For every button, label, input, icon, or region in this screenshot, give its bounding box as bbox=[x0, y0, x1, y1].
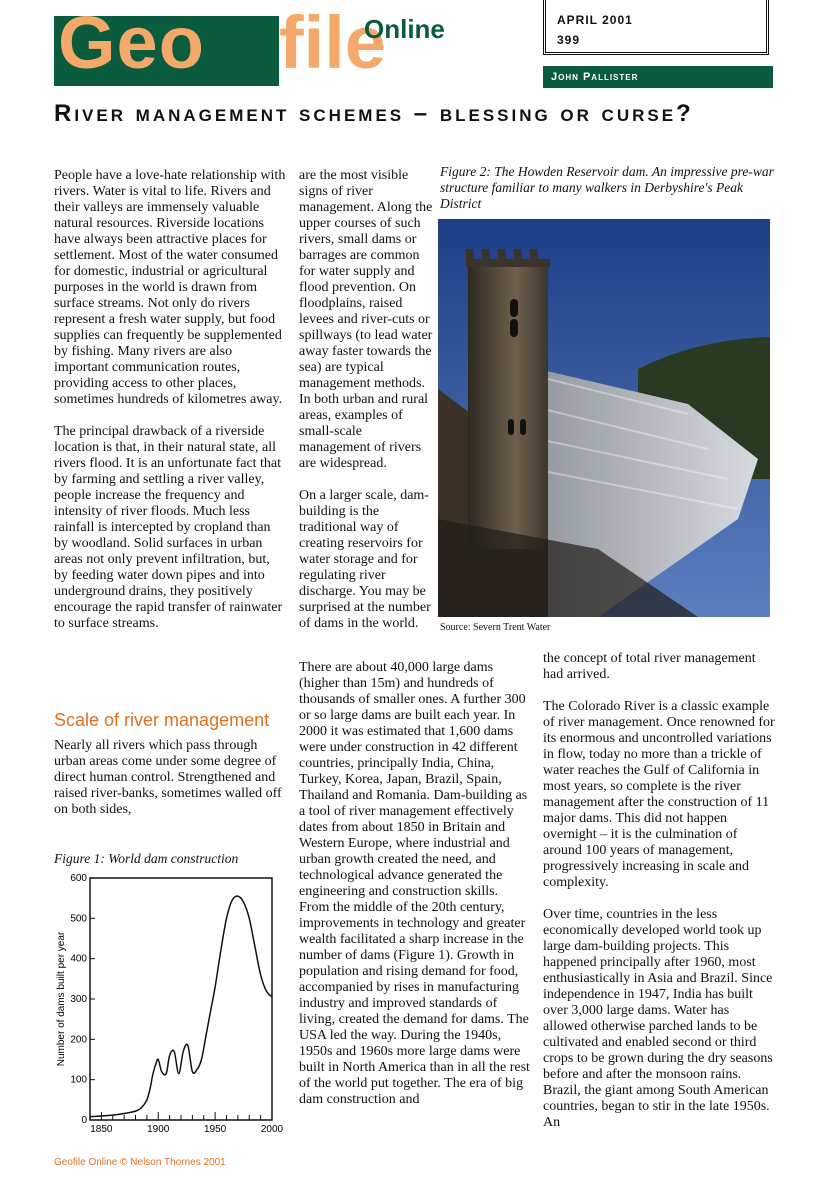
logo-file-text: file bbox=[279, 1, 386, 84]
column-1-continued bbox=[54, 738, 286, 834]
logo-geo-text: Geo bbox=[58, 1, 205, 84]
paragraph: People have a love-hate relationship with rivers. Water is vital to life. Rivers and their valleys are immensely valuable natural resources. Riverside locations have always been attractive places for settlement. Most of the water consumed for domestic, industrial or agricultural purposes in the world is drawn from surface streams. Not only do rivers represent a fresh water supply, but food supplies can frequently be supplemented by fishing. Many rivers are also important communication routes, providing access to other places, sometimes hundreds of kilometres away. bbox=[54, 168, 286, 407]
y-tick-label: 200 bbox=[70, 1034, 87, 1046]
section-heading: Scale of river management bbox=[54, 710, 270, 730]
figure2-caption: Figure 2: The Howden Reservoir dam. An impressive pre-war structure familiar to many walkers in Derbyshire's Peak District bbox=[440, 164, 774, 211]
y-tick-label: 600 bbox=[70, 873, 87, 884]
paragraph: On a larger scale, dam-building is the traditional way of creating reservoirs for water storage and for regulating river discharge. You may be surprised at the number of dams in the world. bbox=[299, 488, 431, 631]
column-1 bbox=[54, 168, 286, 648]
y-tick-label: 500 bbox=[70, 913, 87, 925]
paragraph: There are about 40,000 large dams (higher than 15m) and hundreds of thousands of smaller ones. A further 300 or so large dams are built each year. In 2000 it was estimated that 1,600 dams were under construction in 42 different countries, principally India, China, Turkey, Korea, Japan, Brazil, Spain, Thailand and Romania. Dam-building as a tool of river management effectively dates from about 1850 in Britain and Western Europe, where industrial and urban growth created the need, and technological advance generated the engineering and construction skills. From the middle of the 20th century, improvements in technology and greater wealth facilitated a sharp increase in the number of dams (Figure 1). Growth in population and rising demand for food, accompanied by rises in manufacturing industry and improved standards of living, created the demand for dams. The USA led the way. During the 1940s, 1950s and 1960s more large dams were built in North America than in all the rest of the world put together. The era of big dam construction and bbox=[299, 660, 530, 1107]
dam-photo bbox=[438, 219, 770, 617]
y-tick-label: 100 bbox=[70, 1074, 87, 1086]
column-3 bbox=[543, 651, 775, 1147]
x-tick-label: 1950 bbox=[204, 1124, 227, 1135]
y-tick-label: 300 bbox=[70, 994, 87, 1005]
photo-source: Source: Severn Trent Water bbox=[440, 622, 551, 633]
paragraph: The principal drawback of a riverside location is that, in their natural state, all rivers flood. It is an unfortunate fact that by farming and settling a river valley, people increase the frequency and intensity of river floods. Much less rainfall is intercepted by cropland than by woodland. Solid surfaces in urban areas not only prevent infiltration, but, by feeding water down pipes and into underground drains, they positively encourage the rapid transfer of rainwater to surface streams. bbox=[54, 424, 283, 631]
paragraph: Over time, countries in the less economically developed world took up large dam-building projects. This happened principally after 1960, most enthusiastically in Asia and Brazil. Since independence in 1947, India has built over 3,000 large dams. Water has allowed otherwise parched lands to be cultivated and enabled second or third crops to be grown during the dry seasons before and after the monsoon rains. Brazil, the giant among South American countries, began to stir in the late 1950s. An bbox=[543, 907, 773, 1130]
paragraph: are the most visible signs of river management. Along the upper courses of such rivers, small dams or barrages are common for water supply and flood prevention. On floodplains, raised levees and river-cuts or spillways (to lead water away faster towards the sea) are typical management methods. In both urban and rural areas, examples of small-scale management of rivers are widespread. bbox=[299, 168, 433, 471]
x-tick-label: 1900 bbox=[147, 1124, 170, 1135]
series-line bbox=[90, 896, 272, 1117]
column-2-continued bbox=[299, 660, 531, 1124]
paragraph: the concept of total river management had arrived. bbox=[543, 651, 756, 682]
dam-construction-chart bbox=[50, 872, 284, 1138]
plot-frame bbox=[90, 878, 272, 1120]
column-2 bbox=[299, 168, 433, 648]
issue-number: 399 bbox=[557, 33, 581, 47]
figure1-caption: Figure 1: World dam construction bbox=[54, 851, 239, 866]
y-tick-label: 400 bbox=[70, 953, 87, 965]
y-axis-label: Number of dams built per year bbox=[56, 931, 67, 1067]
footer-copyright: Geofile Online © Nelson Thornes 2001 bbox=[54, 1157, 226, 1168]
x-tick-label: 1850 bbox=[90, 1124, 113, 1135]
author-bar: John Pallister bbox=[543, 66, 773, 88]
issue-date: APRIL 2001 bbox=[557, 13, 633, 27]
page-title: River management schemes – blessing or curse? bbox=[54, 100, 694, 127]
y-tick-label: 0 bbox=[81, 1115, 87, 1126]
paragraph: Nearly all rivers which pass through urban areas come under some degree of direct human control. Strengthened and raised river-banks, sometimes walled off on both sides, bbox=[54, 738, 282, 817]
paragraph: The Colorado River is a classic example of river management. Once renowned for its enormous and uncontrolled variations in flow, today no more than a trickle of water reaches the Gulf of California in most years, so complete is the river management after the construction of 11 major dams. This did not happen overnight – it is the culmination of around 100 years of management, progressively increasing in scale and complexity. bbox=[543, 699, 775, 890]
logo-online-text: Online bbox=[364, 14, 445, 44]
x-tick-label: 2000 bbox=[260, 1124, 284, 1135]
